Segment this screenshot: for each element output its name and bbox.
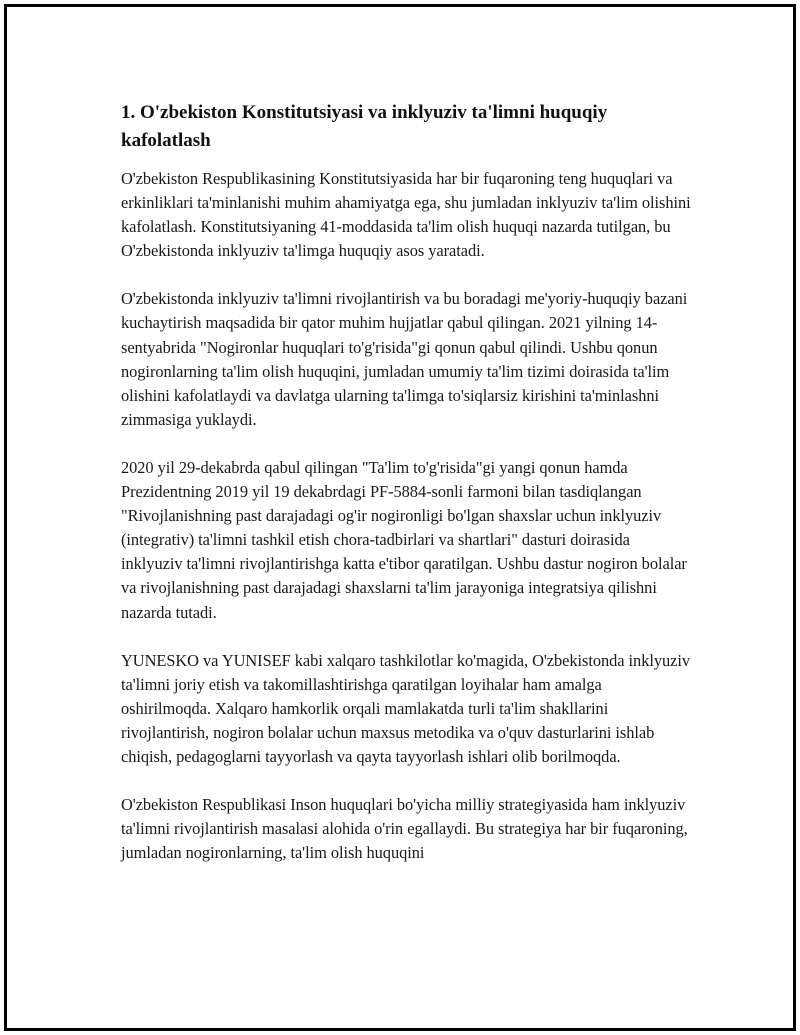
page-frame bbox=[4, 4, 796, 1031]
paragraph-constitution: O'zbekiston Respublikasining Konstitutsiyasida har bir fuqaroning teng huquqlari va erkinliklari ta'minlanishi muhim ahamiyatga ega, shu jumladan inklyuziv ta'lim olishini kafolatlash. Konstitutsiyaning 41-moddasida ta'lim olish huquqi nazarda tutilgan, bu O'zbekistonda inklyuziv ta'limga huquqiy asos yaratadi. bbox=[121, 169, 691, 261]
paragraph-education-law: 2020 yil 29-dekabrda qabul qilingan "Ta'lim to'g'risida"gi yangi qonun hamda Prezidentning 2019 yil 19 dekabrdagi PF-5884-sonli farmoni bilan tasdiqlangan "Rivojlanishning past darajadagi og'ir nogironligi bo'lgan shaxslar uchun inklyuziv (integrativ) ta'limni tashkil etish chora-tadbirlari va shartlari" dasturi doirasida inklyuziv ta'limni rivojlantirishga katta e'tibor qaratilgan. Ushbu dastur nogiron bolalar va rivojlanishning past darajadagi shaxslarni ta'lim jarayoniga integratsiya qilishni nazarda tutadi. bbox=[121, 457, 687, 622]
document-body bbox=[121, 99, 693, 889]
paragraph-human-rights-strategy: O'zbekiston Respublikasi Inson huquqlari bo'yicha milliy strategiyasida ham inklyuziv ta'limni rivojlantirish masalasi alohida o'rin egallaydi. Bu strategiya har bir fuqaroning, jumladan nogironlarning, ta'lim olish huquqini bbox=[121, 795, 688, 863]
paragraph-disability-law: O'zbekistonda inklyuziv ta'limni rivojlantirish va bu boradagi me'yoriy-huquqiy bazani kuchaytirish maqsadida bir qator muhim hujjatlar qabul qilingan. 2021 yilning 14-sentyabrida "Nogironlar huquqlari to'g'risida"gi qonun qabul qilindi. Ushbu qonun nogironlarning ta'lim olish huquqini, jumladan umumiy ta'lim tizimi doirasida ta'lim olishini kafolatlaydi va davlatga ularning ta'limga to'siqlarsiz kirishini ta'minlashni zimmasiga yuklaydi. bbox=[121, 289, 688, 429]
paragraph-international-cooperation: YUNESKO va YUNISEF kabi xalqaro tashkilotlar ko'magida, O'zbekistonda inklyuziv ta'limni joriy etish va takomillashtirishga qaratilgan loyihalar ham amalga oshirilmoqda. Xalqaro hamkorlik orqali mamlakatda turli ta'lim shakllarini rivojlantirish, nogiron bolalar uchun maxsus metodika va o'quv dasturlarini ishlab chiqish, pedagoglarni tayyorlash va qayta tayyorlash ishlari olib borilmoqda. bbox=[121, 650, 691, 766]
section-title: 1. O'zbekiston Konstitutsiyasi va inklyuziv ta'limni huquqiy kafolatlash bbox=[121, 102, 608, 151]
